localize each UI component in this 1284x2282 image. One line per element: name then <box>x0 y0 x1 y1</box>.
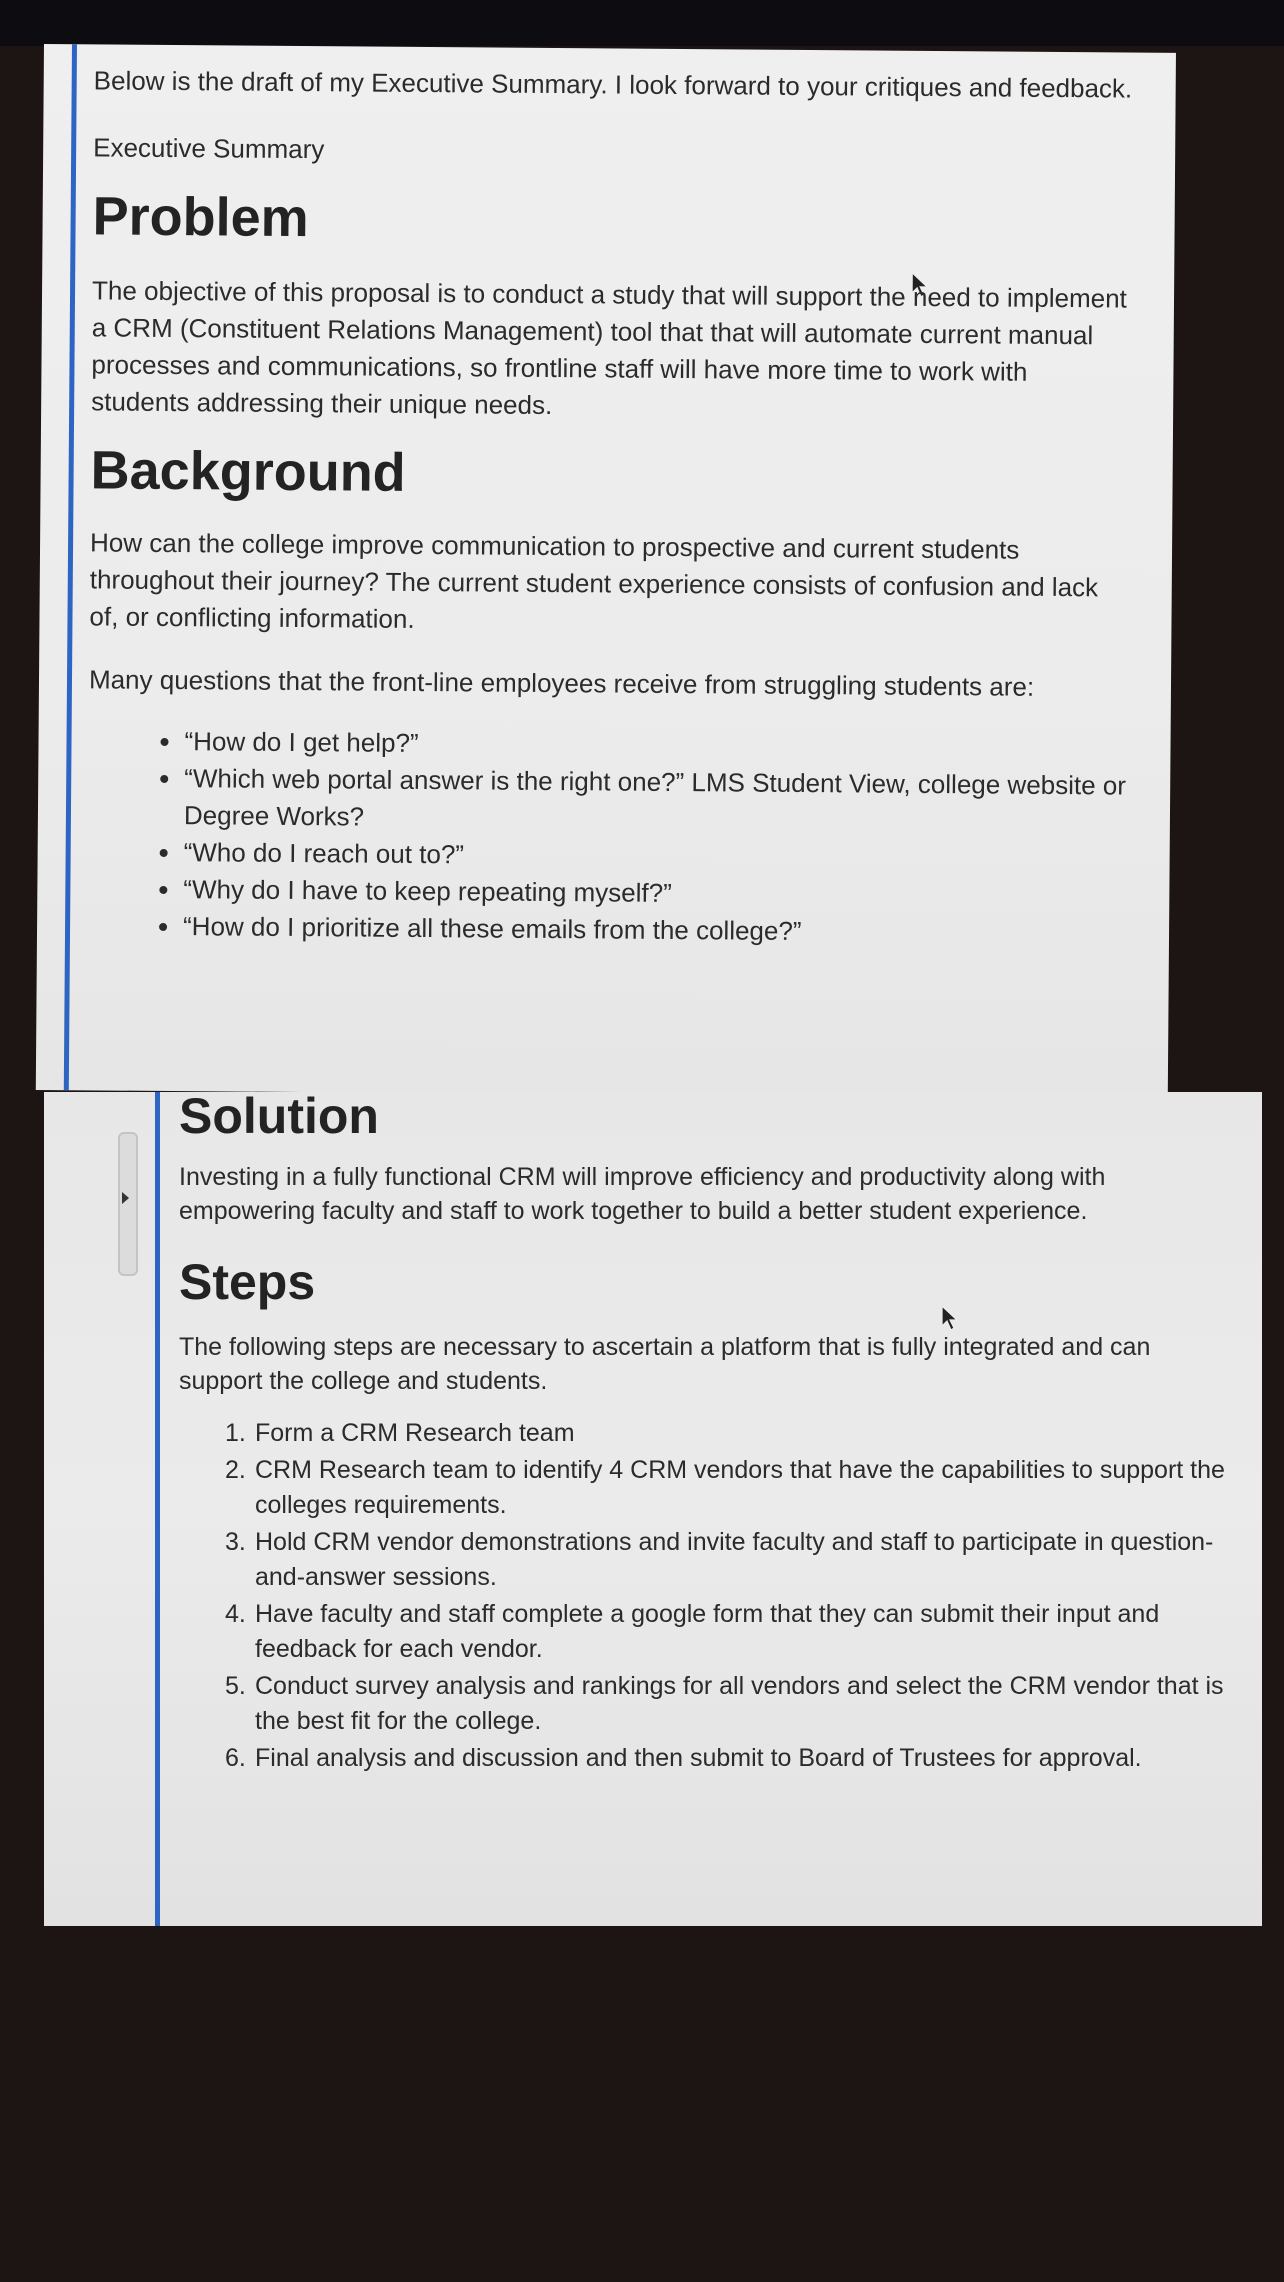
list-item: “Which web portal answer is the right one?” LMS Student View, college website or Degree Works? <box>184 760 1129 841</box>
step-number: 1. <box>225 1419 246 1447</box>
post-quote-rail <box>64 44 77 1090</box>
background-paragraph-2: Many questions that the front-line employees receive from struggling students are: <box>88 664 1035 702</box>
background-paragraph-1: How can the college improve communication to prospective and current students throughout their journey? The current student experience consists of confusion and lack of, or conflicting information. <box>89 527 1099 634</box>
step-number: 6. <box>225 1744 246 1772</box>
step-number: 2. <box>225 1456 246 1484</box>
list-item <box>179 1741 1239 1776</box>
problem-text: The objective of this proposal is to conduct a study that will support the need to implement a CRM (Constituent Relations Management) tool that that will automate current manual processes and communications, so frontline staff will have more time to work with students addressing their unique needs. <box>91 275 1127 421</box>
post-quote-rail <box>155 1092 160 1926</box>
steps-intro-text: The following steps are necessary to ascertain a platform that is fully integrated and can support the college and students. <box>179 1333 1151 1395</box>
discussion-post-body <box>179 1092 1239 1778</box>
step-text: CRM Research team to identify 4 CRM vendors that have the capabilities to support the colleges requirements. <box>255 1456 1225 1519</box>
list-item <box>179 1669 1239 1739</box>
list-item: “Why do I have to keep repeating myself?” <box>183 871 1127 915</box>
list-item: “Who do I reach out to?” <box>184 834 1128 878</box>
solution-heading: Solution <box>179 1092 379 1144</box>
screenshot-panel-top <box>36 44 1176 1099</box>
list-item <box>179 1453 1239 1523</box>
steps-list <box>179 1416 1239 1776</box>
steps-heading: Steps <box>179 1254 316 1310</box>
step-text: Form a CRM Research team <box>255 1419 575 1447</box>
list-item <box>179 1416 1239 1451</box>
solution-text: Investing in a fully functional CRM will improve efficiency and productivity along with empowering faculty and staff to work together to build a better student experience. <box>179 1163 1106 1225</box>
list-item <box>179 1597 1239 1667</box>
screenshot-panel-bottom <box>44 1092 1262 1926</box>
step-text: Hold CRM vendor demonstrations and invite faculty and staff to participate in question-and-answer sessions. <box>255 1528 1214 1591</box>
intro-text: Below is the draft of my Executive Summary. I look forward to your critiques and feedback. <box>93 65 1133 104</box>
list-item: “How do I prioritize all these emails from the college?” <box>183 908 1127 952</box>
step-text: Have faculty and staff complete a google form that they can submit their input and feedback for each vendor. <box>255 1600 1160 1663</box>
executive-summary-label: Executive Summary <box>93 132 325 165</box>
step-text: Conduct survey analysis and rankings for all vendors and select the CRM vendor that is the best fit for the college. <box>255 1672 1224 1735</box>
step-text: Final analysis and discussion and then submit to Board of Trustees for approval. <box>255 1744 1142 1772</box>
discussion-post-body <box>87 62 1134 952</box>
student-questions-list <box>87 722 1129 952</box>
problem-heading: Problem <box>92 186 309 249</box>
collapse-side-tab[interactable] <box>118 1132 138 1276</box>
list-item <box>179 1525 1239 1595</box>
step-number: 3. <box>225 1528 246 1556</box>
list-item: “How do I get help?” <box>184 723 1128 767</box>
step-number: 4. <box>225 1600 246 1628</box>
step-number: 5. <box>225 1672 246 1700</box>
caret-right-icon <box>122 1192 129 1204</box>
top-dark-strip <box>0 0 1284 46</box>
background-heading: Background <box>90 440 406 503</box>
